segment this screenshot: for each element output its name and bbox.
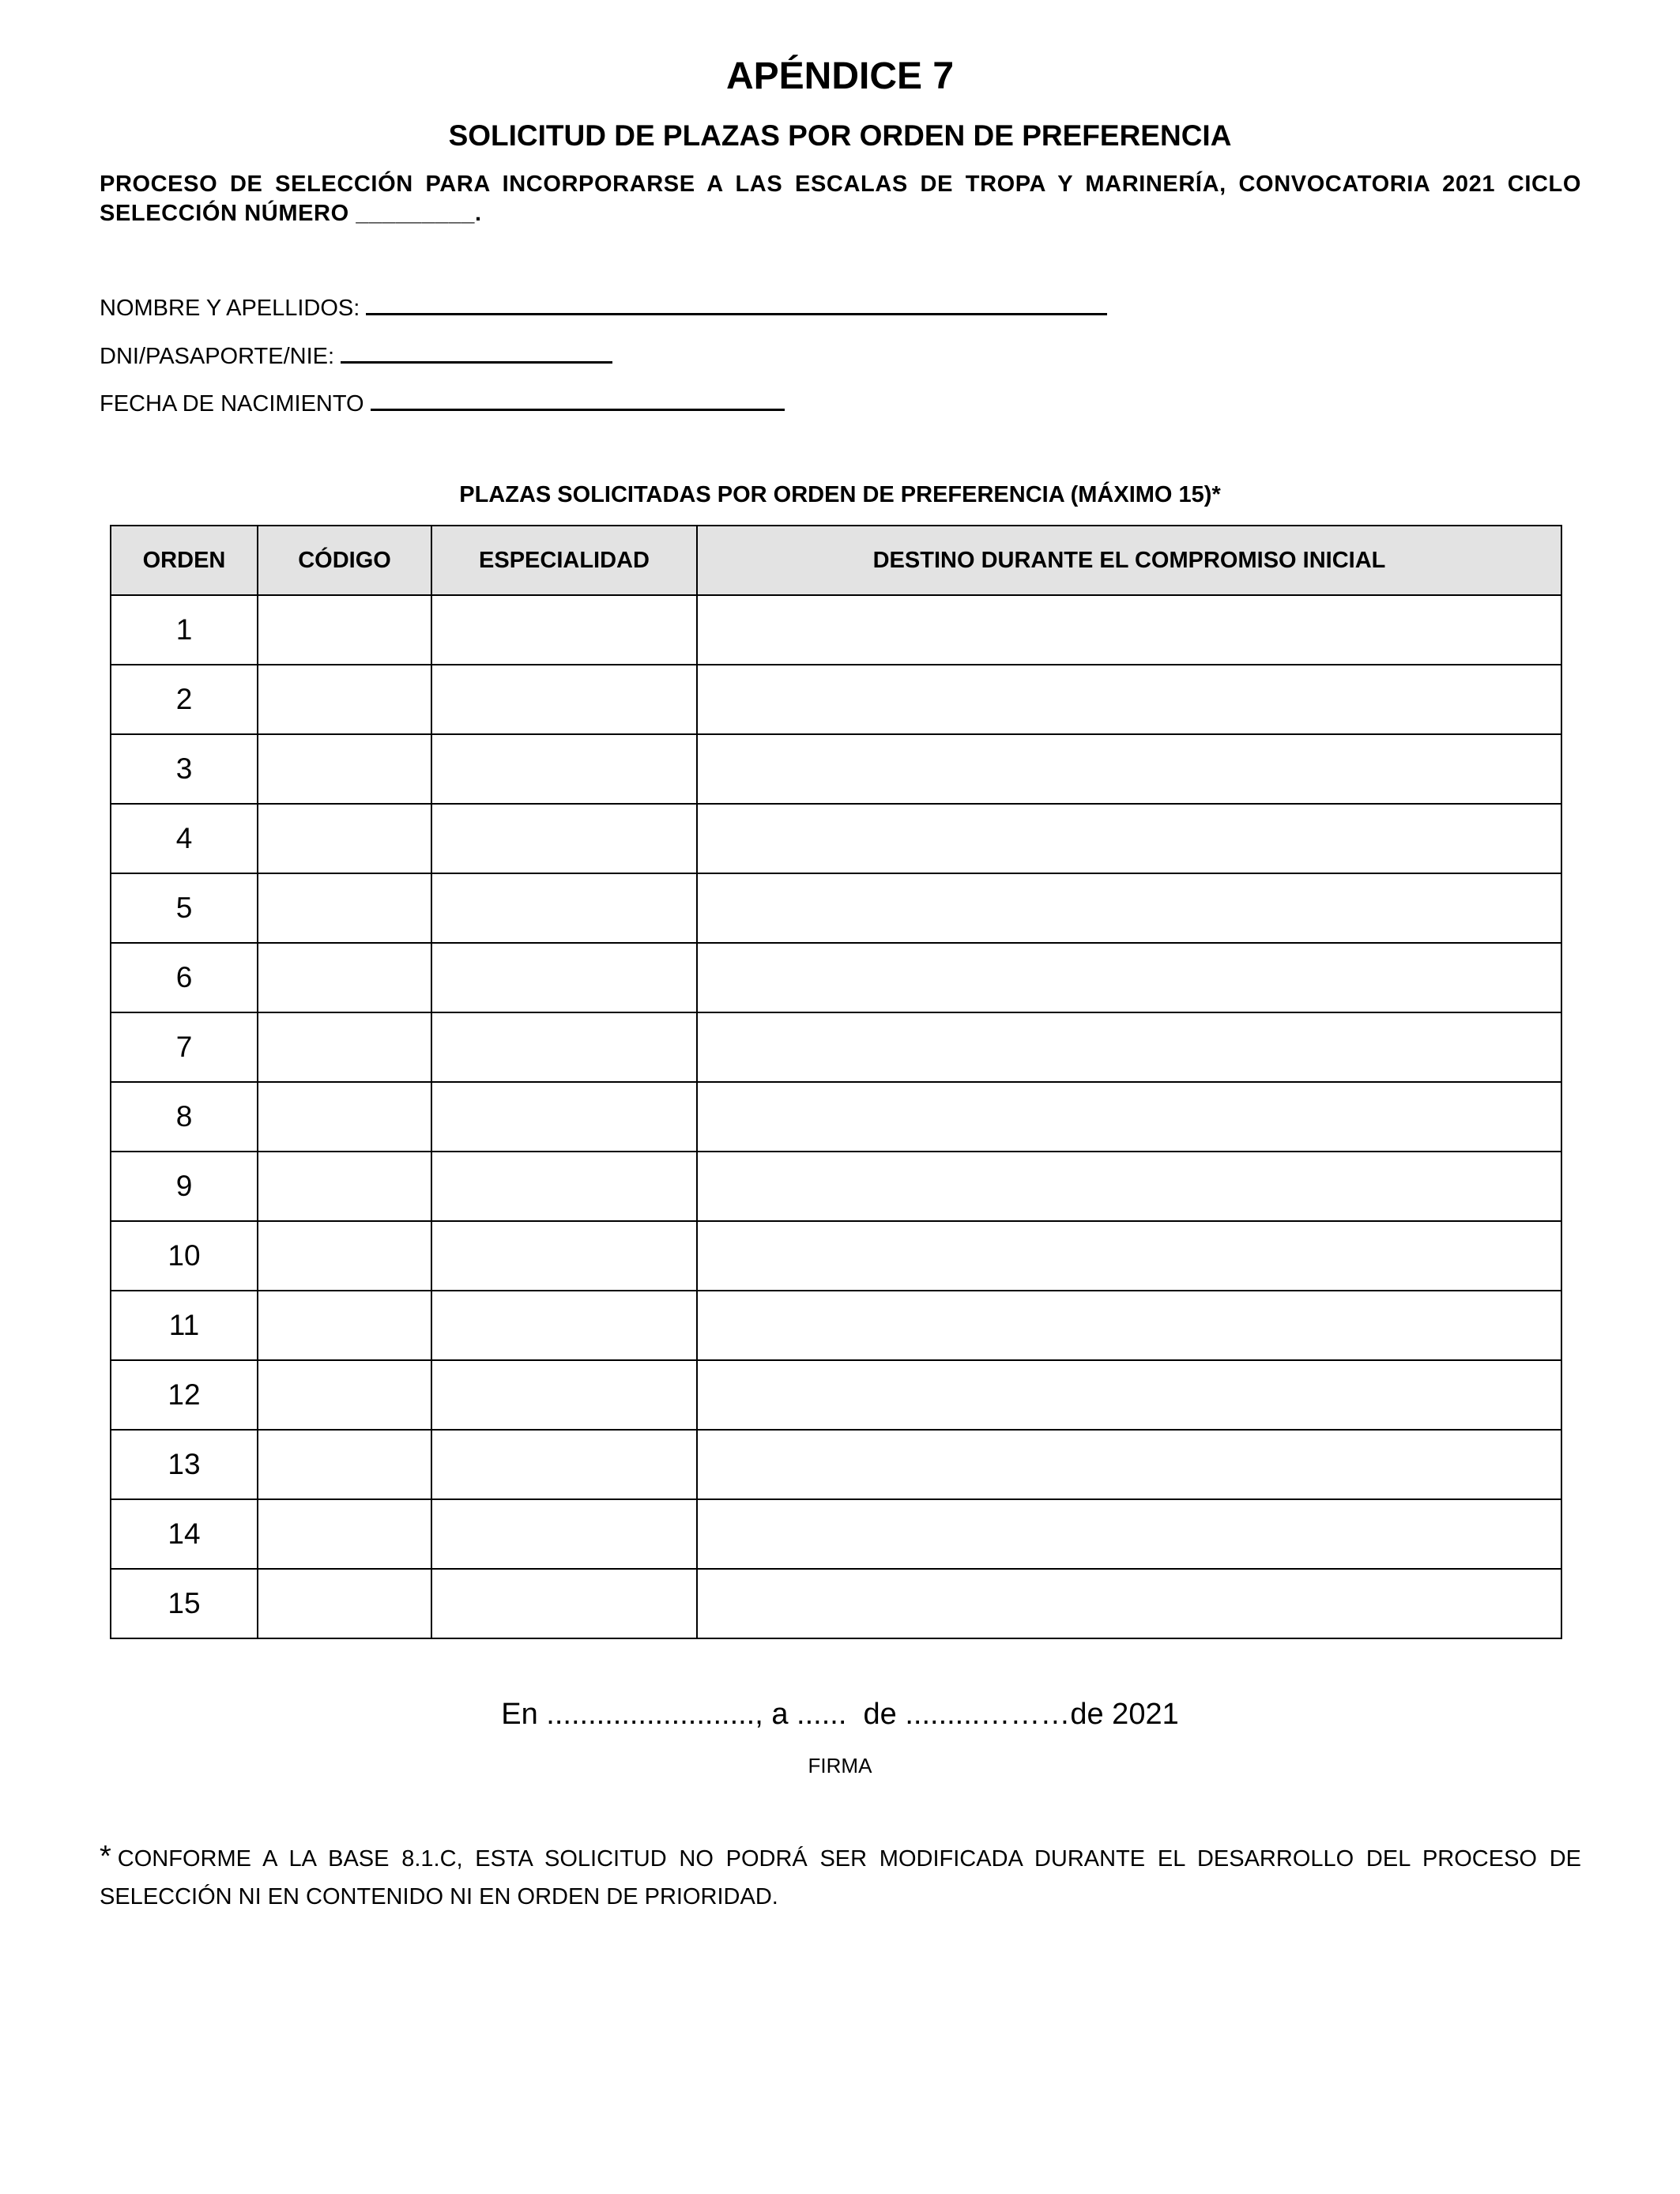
date-place-line: En ........................., a ...... de .........………de 2021 <box>501 1698 1179 1731</box>
codigo-cell[interactable] <box>258 595 431 665</box>
preferences-table <box>110 525 1562 1639</box>
especialidad-cell[interactable] <box>431 734 697 804</box>
codigo-cell[interactable] <box>258 1499 431 1569</box>
document-title: APÉNDICE 7 <box>725 55 955 97</box>
codigo-cell[interactable] <box>258 1221 431 1291</box>
especialidad-cell[interactable] <box>431 665 697 734</box>
table-row <box>111 734 1561 804</box>
codigo-cell[interactable] <box>258 1360 431 1430</box>
orden-cell: 8 <box>111 1082 258 1152</box>
destino-cell[interactable] <box>697 873 1561 943</box>
table-row <box>111 665 1561 734</box>
orden-cell: 1 <box>111 595 258 665</box>
especialidad-cell[interactable] <box>431 1152 697 1221</box>
especialidad-cell[interactable] <box>431 595 697 665</box>
header-destino: DESTINO DURANTE EL COMPROMISO INICIAL <box>697 526 1561 595</box>
table-row <box>111 943 1561 1012</box>
footnote <box>100 1838 1581 1916</box>
table-row <box>111 1499 1561 1569</box>
especialidad-cell[interactable] <box>431 943 697 1012</box>
destino-cell[interactable] <box>697 1152 1561 1221</box>
table-caption: PLAZAS SOLICITADAS POR ORDEN DE PREFERENCIA (MÁXIMO 15)* <box>459 482 1221 507</box>
codigo-cell[interactable] <box>258 665 431 734</box>
destino-cell[interactable] <box>697 734 1561 804</box>
name-label: NOMBRE Y APELLIDOS: <box>100 296 360 321</box>
table-row <box>111 1569 1561 1638</box>
header-codigo: CÓDIGO <box>258 526 431 595</box>
destino-cell[interactable] <box>697 804 1561 873</box>
table-row <box>111 1430 1561 1499</box>
document-subtitle: SOLICITUD DE PLAZAS POR ORDEN DE PREFERENCIA <box>448 119 1232 152</box>
id-input-line[interactable] <box>341 339 612 364</box>
birthdate-input-line[interactable] <box>371 386 785 411</box>
codigo-cell[interactable] <box>258 1152 431 1221</box>
destino-cell[interactable] <box>697 1221 1561 1291</box>
birthdate-label: FECHA DE NACIMIENTO <box>100 391 364 417</box>
process-description: PROCESO DE SELECCIÓN PARA INCORPORARSE A LAS ESCALAS DE TROPA Y MARINERÍA, CONVOCATORIA 2021 CICLO SELECCIÓN NÚMERO _________. <box>100 172 1581 226</box>
table-row <box>111 1221 1561 1291</box>
orden-cell: 11 <box>111 1291 258 1360</box>
table-row <box>111 1360 1561 1430</box>
codigo-cell[interactable] <box>258 943 431 1012</box>
destino-cell[interactable] <box>697 1082 1561 1152</box>
especialidad-cell[interactable] <box>431 873 697 943</box>
orden-cell: 2 <box>111 665 258 734</box>
especialidad-cell[interactable] <box>431 1569 697 1638</box>
header-especialidad: ESPECIALIDAD <box>431 526 697 595</box>
orden-cell: 6 <box>111 943 258 1012</box>
table-body <box>111 595 1561 1638</box>
orden-cell: 13 <box>111 1430 258 1499</box>
destino-cell[interactable] <box>697 1291 1561 1360</box>
orden-cell: 15 <box>111 1569 258 1638</box>
birthdate-field <box>100 386 785 418</box>
table-row <box>111 595 1561 665</box>
destino-cell[interactable] <box>697 595 1561 665</box>
codigo-cell[interactable] <box>258 1012 431 1082</box>
orden-cell: 4 <box>111 804 258 873</box>
table-header-row <box>111 526 1561 595</box>
codigo-cell[interactable] <box>258 1569 431 1638</box>
name-field <box>100 291 1107 322</box>
especialidad-cell[interactable] <box>431 1499 697 1569</box>
codigo-cell[interactable] <box>258 804 431 873</box>
especialidad-cell[interactable] <box>431 1291 697 1360</box>
especialidad-cell[interactable] <box>431 1012 697 1082</box>
orden-cell: 9 <box>111 1152 258 1221</box>
destino-cell[interactable] <box>697 665 1561 734</box>
name-input-line[interactable] <box>366 291 1107 315</box>
especialidad-cell[interactable] <box>431 1430 697 1499</box>
codigo-cell[interactable] <box>258 873 431 943</box>
header-orden: ORDEN <box>111 526 258 595</box>
orden-cell: 10 <box>111 1221 258 1291</box>
footnote-text: CONFORME A LA BASE 8.1.C, ESTA SOLICITUD NO PODRÁ SER MODIFICADA DURANTE EL DESARROLLO DEL PROCESO DE SELECCIÓN NI EN CONTENIDO NI EN ORDEN DE PRIORIDAD. <box>100 1846 1581 1909</box>
footnote-marker: * <box>100 1840 111 1873</box>
table-row <box>111 1291 1561 1360</box>
signature-label: FIRMA <box>808 1754 872 1777</box>
especialidad-cell[interactable] <box>431 804 697 873</box>
id-field <box>100 339 612 371</box>
orden-cell: 5 <box>111 873 258 943</box>
destino-cell[interactable] <box>697 1569 1561 1638</box>
codigo-cell[interactable] <box>258 734 431 804</box>
destino-cell[interactable] <box>697 1360 1561 1430</box>
table-row <box>111 804 1561 873</box>
codigo-cell[interactable] <box>258 1082 431 1152</box>
table-row <box>111 1012 1561 1082</box>
destino-cell[interactable] <box>697 1012 1561 1082</box>
orden-cell: 7 <box>111 1012 258 1082</box>
especialidad-cell[interactable] <box>431 1360 697 1430</box>
especialidad-cell[interactable] <box>431 1082 697 1152</box>
destino-cell[interactable] <box>697 943 1561 1012</box>
table-row <box>111 1082 1561 1152</box>
codigo-cell[interactable] <box>258 1430 431 1499</box>
table-row <box>111 1152 1561 1221</box>
id-label: DNI/PASAPORTE/NIE: <box>100 344 335 369</box>
destino-cell[interactable] <box>697 1430 1561 1499</box>
destino-cell[interactable] <box>697 1499 1561 1569</box>
orden-cell: 3 <box>111 734 258 804</box>
orden-cell: 14 <box>111 1499 258 1569</box>
especialidad-cell[interactable] <box>431 1221 697 1291</box>
orden-cell: 12 <box>111 1360 258 1430</box>
codigo-cell[interactable] <box>258 1291 431 1360</box>
table-row <box>111 873 1561 943</box>
